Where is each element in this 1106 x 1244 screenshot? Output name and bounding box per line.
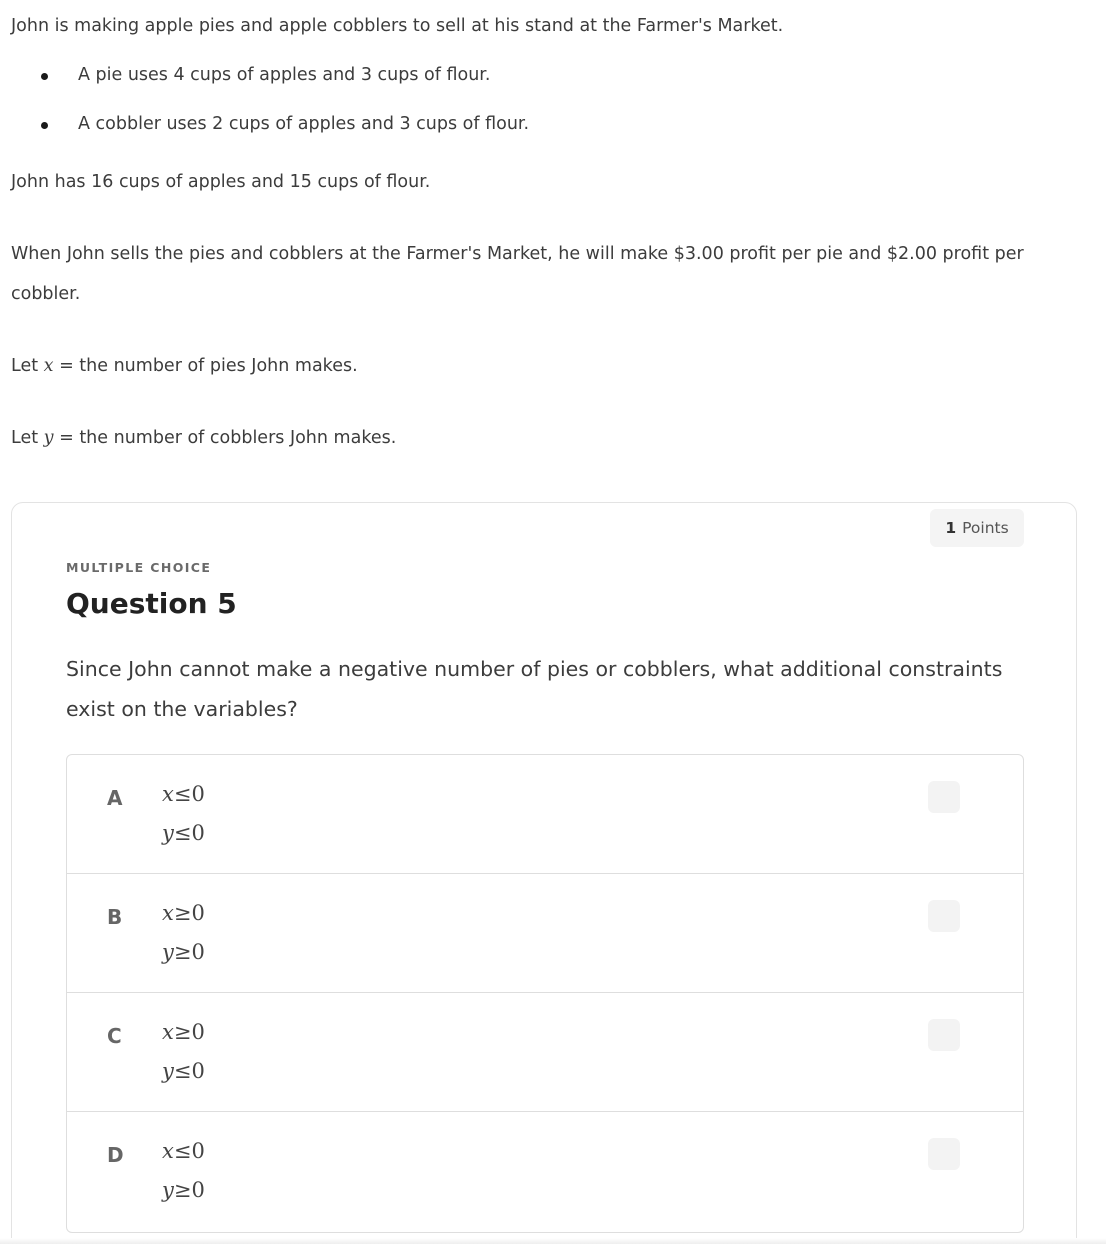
math-var: x — [162, 901, 174, 925]
math-rel: ≤0 — [173, 821, 205, 845]
math-rel: ≤0 — [173, 782, 205, 806]
option-b[interactable] — [67, 874, 1023, 993]
bottom-edge-shade — [0, 1238, 1106, 1244]
math-rel: ≥0 — [173, 940, 205, 964]
option-checkbox[interactable] — [928, 1138, 960, 1170]
option-letter: A — [107, 786, 123, 810]
math-rel: ≤0 — [173, 1059, 205, 1083]
let-x-definition — [11, 352, 1024, 380]
var-y: y — [43, 428, 54, 448]
math-var: x — [162, 1020, 174, 1044]
var-x: x — [43, 356, 54, 376]
math-var: x — [162, 1139, 174, 1163]
intro-line-3a: When John sells the pies and cobblers at the Farmer's Market, he will make $3.00 profit per pie and $2.00 profit per — [11, 244, 1024, 264]
option-c[interactable] — [67, 993, 1023, 1112]
points-value: 1 — [945, 519, 957, 537]
ingredient-list — [11, 61, 1024, 138]
option-math — [162, 894, 205, 972]
let-x-prefix: Let — [11, 356, 44, 376]
problem-intro — [11, 12, 1024, 452]
option-letter: C — [107, 1024, 122, 1048]
math-var: x — [162, 782, 174, 806]
option-math — [162, 1132, 205, 1210]
points-badge — [930, 509, 1024, 547]
list-item: A cobbler uses 2 cups of apples and 3 cups of flour. — [11, 110, 1024, 138]
option-checkbox[interactable] — [928, 1019, 960, 1051]
option-a[interactable] — [67, 755, 1023, 874]
question-text: Since John cannot make a negative number of pies or cobblers, what additional constraints exist on the variables? — [66, 657, 1003, 721]
math-var: y — [162, 1178, 174, 1202]
option-letter: B — [107, 905, 123, 929]
math-rel: ≥0 — [173, 1020, 205, 1044]
let-y-prefix: Let — [11, 428, 44, 448]
intro-line-3b: cobbler. — [11, 284, 81, 304]
list-item: A pie uses 4 cups of apples and 3 cups of flour. — [11, 61, 1024, 89]
option-letter: D — [107, 1143, 124, 1167]
question-card — [11, 502, 1077, 1244]
option-math — [162, 1013, 205, 1091]
math-rel: ≥0 — [173, 901, 205, 925]
math-var: y — [162, 1059, 174, 1083]
intro-line-1: John is making apple pies and apple cobblers to sell at his stand at the Farmer's Market. — [11, 16, 784, 36]
math-var: y — [162, 940, 174, 964]
option-checkbox[interactable] — [928, 900, 960, 932]
let-x-suffix: = the number of pies John makes. — [53, 356, 358, 376]
option-checkbox[interactable] — [928, 781, 960, 813]
intro-line-2: John has 16 cups of apples and 15 cups of flour. — [11, 172, 431, 192]
math-rel: ≥0 — [173, 1178, 205, 1202]
let-y-suffix: = the number of cobblers John makes. — [53, 428, 397, 448]
let-y-definition — [11, 424, 1024, 452]
option-d[interactable] — [67, 1112, 1023, 1232]
answer-options — [66, 754, 1024, 1233]
question-title: Question 5 — [66, 587, 237, 620]
math-rel: ≤0 — [173, 1139, 205, 1163]
question-type-label: MULTIPLE CHOICE — [66, 560, 212, 575]
math-var: y — [162, 821, 174, 845]
points-label: Points — [962, 519, 1009, 537]
option-math — [162, 775, 205, 853]
